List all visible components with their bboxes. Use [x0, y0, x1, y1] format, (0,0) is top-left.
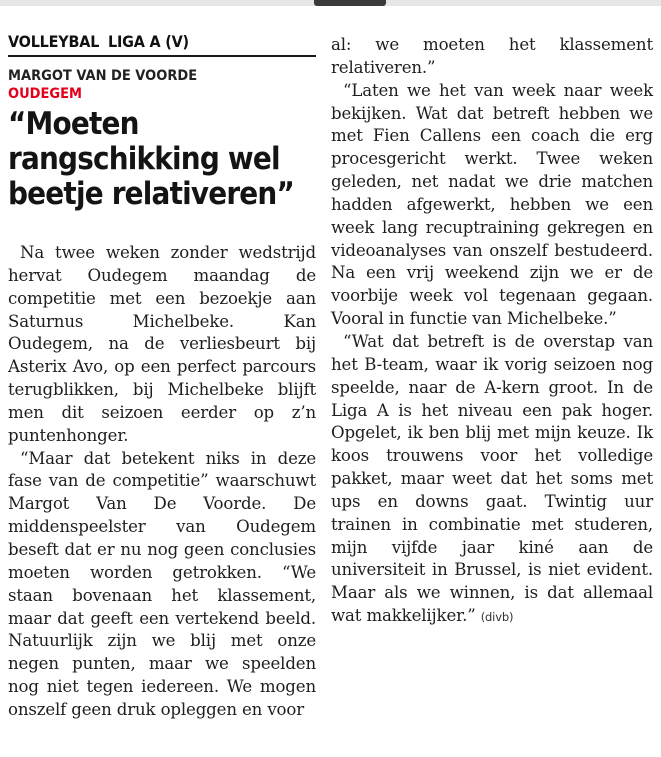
- author-name: MARGOT VAN DE VOORDE: [8, 68, 198, 84]
- article-right-column: [331, 34, 653, 629]
- rubric-bar: [8, 32, 316, 57]
- location-label: OUDEGEM: [8, 86, 83, 102]
- window-top-strip: [0, 0, 661, 6]
- headline: “Moeten rangschikking wel beetje relativeren”: [8, 106, 295, 212]
- paragraph: [331, 331, 653, 629]
- paragraph: “Laten we het van week naar week bekijken. Wat dat betreft hebben we met Fien Callens een coach die erg procesgericht werkt. Twee weken geleden, net nadat we drie matchen hadden afgewerkt, hebben we een week lang recuptraining gekregen en videoanalyses van onszelf bestudeerd. Na een vrij weekend zijn we er de voorbije week vol tegenaan gegaan. Vooral in functie van Michelbeke.”: [331, 80, 653, 329]
- paragraph: Na twee weken zonder wedstrijd hervat Oudegem maandag de competitie met een bezoekje aan Saturnus Michelbeke. Kan Oudegem, na de verliesbeurt bij Asterix Avo, op een perfect parcours terugblikken, bij Michelbeke blijft men dit seizoen eerder op z’n puntenhonger.: [8, 243, 316, 445]
- body-text-right: [331, 34, 653, 629]
- paragraph-text: “Wat dat betreft is de overstap van het B-team, waar ik vorig seizoen nog speelde, naar de A-kern groot. In de Liga A is het niveau een pak hoger. Opgelet, ik ben blij met mijn keuze. Ik koos trouwens voor het volledige pakket, maar weet dat het soms met ups en downs gaat. Twintig uur trainen in combinatie met studeren, mijn vijfde jaar kiné aan de universiteit in Brussel, is niet evident. Maar als we winnen, is dat allemaal wat makkelijker.”: [331, 331, 653, 626]
- author-signature: (divb): [480, 610, 514, 625]
- drag-handle[interactable]: [314, 0, 386, 6]
- paragraph-continuation: al: we moeten het klassement relativeren.”: [331, 35, 653, 77]
- body-text-left: [8, 242, 316, 722]
- paragraph: “Maar dat betekent niks in deze fase van de competitie” waarschuwt Margot Van De Voorde. De middenspeelster van Oudegem beseft dat er nu nog geen conclusies moeten worden getrokken. “We staan bovenaan het klassement, maar dat geeft een vertekend beeld. Natuurlijk zijn we blij met onze negen punten, maar we speelden nog niet tegen iedereen. We mogen onszelf geen druk opleggen en voor: [8, 448, 316, 719]
- sport-label: VOLLEYBAL: [8, 32, 100, 51]
- article-left-column: [8, 32, 316, 722]
- league-label: LIGA A (V): [108, 32, 189, 51]
